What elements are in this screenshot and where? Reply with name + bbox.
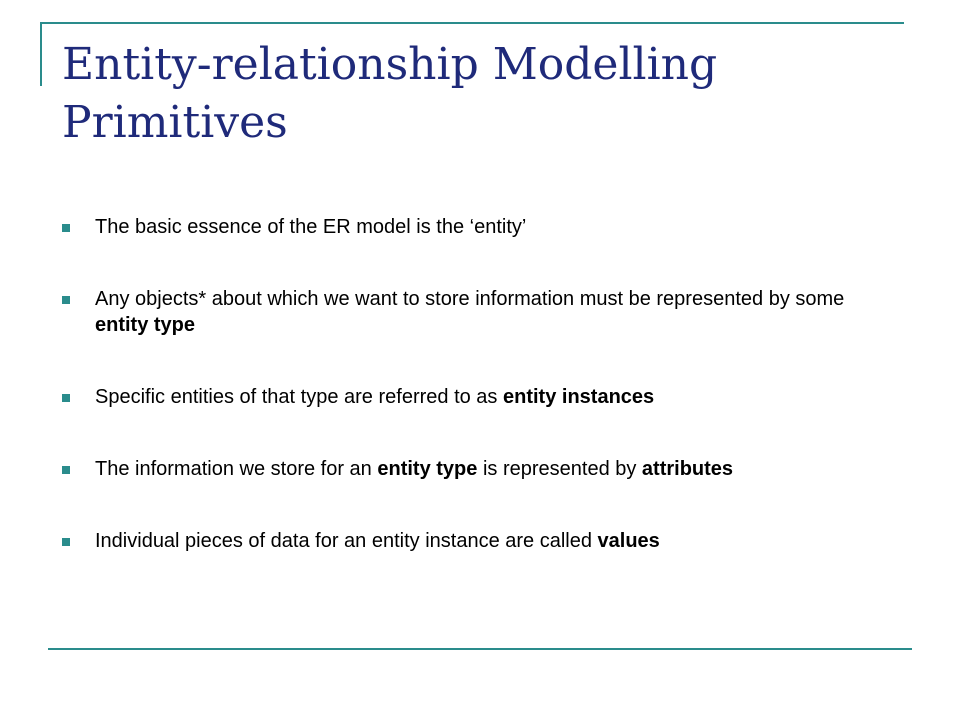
text-segment: The information we store for an [95,458,378,480]
bullet-item [62,286,902,338]
bold-term: values [597,530,660,552]
square-bullet-icon [62,224,70,232]
bottom-rule [48,648,912,650]
bullet-text [95,458,733,480]
text-segment: Specific entities of that type are referred to as [95,386,503,408]
top-rule [40,22,904,24]
bold-term: entity type [95,314,196,336]
text-segment: is represented by [477,458,642,480]
bullet-text [95,530,660,552]
bullet-item [62,456,902,482]
bullet-item [62,384,902,410]
text-segment: Individual pieces of data for an entity instance are called [95,530,598,552]
square-bullet-icon [62,394,70,402]
left-rule [40,22,42,86]
bullet-text [95,288,844,336]
bullet-text [95,386,654,408]
bold-term: entity instances [503,386,655,408]
square-bullet-icon [62,466,70,474]
text-segment: The basic essence of the ER model is the ‘entity’ [95,216,527,238]
bold-term: entity type [377,458,478,480]
square-bullet-icon [62,296,70,304]
bullet-list [62,214,902,600]
bold-term: attributes [641,458,734,480]
text-segment: Any objects* about which we want to store information must be represented by some [95,288,845,310]
bullet-item [62,528,902,554]
bullet-item [62,214,902,240]
square-bullet-icon [62,538,70,546]
slide-title: Entity-relationship Modelling Primitives [62,39,718,148]
bullet-text [95,216,526,238]
